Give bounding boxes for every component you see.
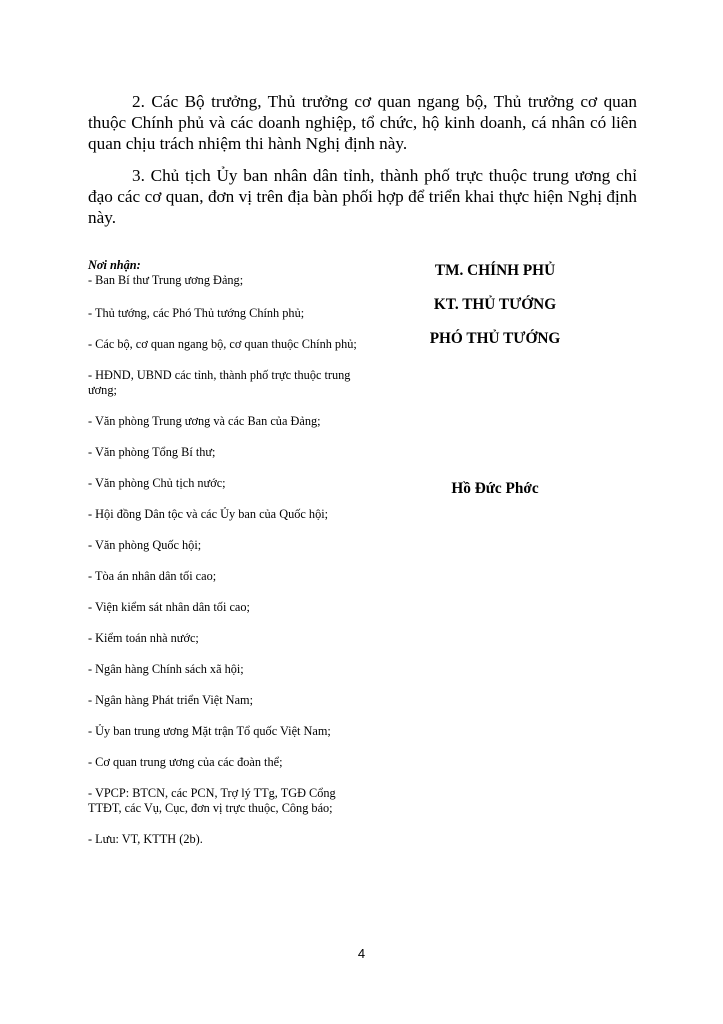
- recipient-item: - Ngân hàng Phát triển Việt Nam;: [88, 693, 254, 707]
- recipient-item: - Các bộ, cơ quan ngang bộ, cơ quan thuộc Chính phủ;: [88, 337, 357, 351]
- recipient-item: - Hội đồng Dân tộc và các Ủy ban của Quốc hội;: [88, 507, 329, 521]
- recipient-item: - VPCP: BTCN, các PCN, Trợ lý TTg, TGĐ Cổng TTĐT, các Vụ, Cục, đơn vị trực thuộc, Công báo;: [88, 786, 336, 815]
- body-paragraph-2: 2. Các Bộ trưởng, Thủ trưởng cơ quan ngang bộ, Thủ trưởng cơ quan thuộc Chính phủ và các doanh nghiệp, tổ chức, hộ kinh doanh, cá nhân có liên quan chịu trách nhiệm thi hành Nghị định này.: [88, 92, 637, 153]
- recipient-item: - Ngân hàng Chính sách xã hội;: [88, 662, 244, 676]
- recipient-item: - Kiểm toán nhà nước;: [88, 631, 199, 645]
- recipient-item: - Văn phòng Quốc hội;: [88, 538, 202, 552]
- signature-on-behalf-line: TM. CHÍNH PHỦ: [434, 262, 556, 279]
- recipient-item: - Văn phòng Tổng Bí thư;: [88, 445, 216, 459]
- recipient-item: - Viện kiểm sát nhân dân tối cao;: [88, 600, 250, 614]
- recipient-item: - HĐND, UBND các tỉnh, thành phố trực thuộc trung ương;: [88, 368, 351, 397]
- recipient-item: - Lưu: VT, KTTH (2b).: [88, 832, 203, 846]
- recipient-item: - Thủ tướng, các Phó Thủ tướng Chính phủ;: [88, 306, 305, 320]
- body-paragraph-3: 3. Chủ tịch Ủy ban nhân dân tỉnh, thành phố trực thuộc trung ương chỉ đạo các cơ quan, đơn vị trên địa bàn phối hợp để triển khai thực hiện Nghị định này.: [88, 166, 637, 227]
- signer-name: Hồ Đức Phớc: [451, 480, 539, 497]
- recipient-item: - Văn phòng Trung ương và các Ban của Đảng;: [88, 414, 321, 428]
- signature-for-line: KT. THỦ TƯỚNG: [433, 296, 557, 313]
- page-number: 4: [357, 946, 366, 961]
- recipient-item: - Cơ quan trung ương của các đoàn thể;: [88, 755, 283, 769]
- signature-title-line: PHÓ THỦ TƯỚNG: [429, 330, 561, 347]
- recipient-item: - Ủy ban trung ương Mặt trận Tổ quốc Việt Nam;: [88, 724, 331, 738]
- recipients-block: [88, 258, 368, 863]
- recipient-item: - Văn phòng Chủ tịch nước;: [88, 476, 226, 490]
- recipient-item: - Ban Bí thư Trung ương Đảng;: [88, 273, 244, 287]
- recipients-heading: Nơi nhận:: [88, 258, 141, 272]
- recipient-item: - Tòa án nhân dân tối cao;: [88, 569, 217, 583]
